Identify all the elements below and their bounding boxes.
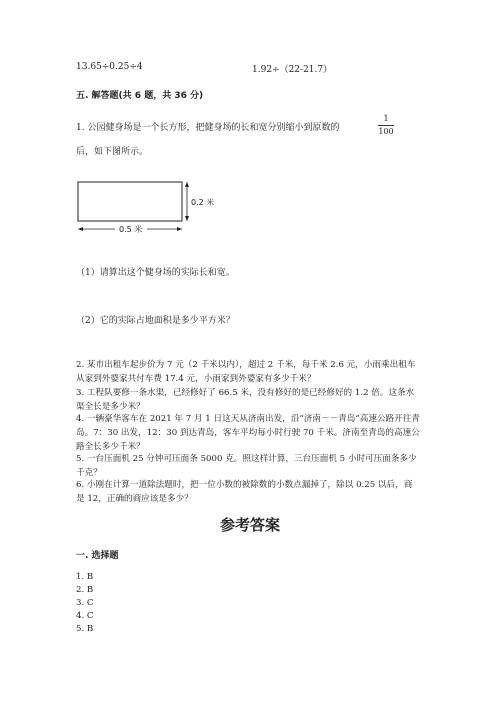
q1-text: 1. 公园健身场是一个长方形，把健身场的长和宽分别缩小到原数的 [76,123,340,133]
answer-item: 1. B [76,572,94,582]
fraction-denominator: 100 [378,127,394,136]
calc-expression-2: 1.92÷（22-21.7） [252,65,333,75]
field-rectangle [78,182,182,221]
answer-item: 4. C [76,611,94,621]
answer-key-title: 参考答案 [219,516,280,534]
question-6: 6. 小刚在计算一道除法题时，把一位小数的被除数的小数点漏掉了，除以 0.25 以后，商是 12，正确的商应该是多少？ [76,480,413,504]
answer-item: 2. B [76,585,94,595]
fraction-numerator: 1 [383,114,389,123]
question-3: 3. 工程队要修一条水渠，已经修好了 66.5 米，没有修好的是已经修好的 1.2 倍。这条水渠全长是多少米？ [76,388,415,412]
height-label: 0.2 米 [191,198,215,207]
q1-subquestion-1: （1）请算出这个健身场的实际长和宽。 [76,268,235,278]
fraction-bar [378,125,394,126]
question-4: 4. 一辆豪华客车在 2021 年 7 月 1 日这天从济南出发，沿“济南－－青岛”高速公路开往青岛。7：30 出发，12：30 到达青岛，客车平均每小时行驶 70 千米。济南至青岛的高速公路全长多少千米？ [76,414,420,452]
q1-fraction [378,114,394,137]
calc-expression-1: 13.65÷0.25÷4 [76,62,143,72]
question-2: 2. 某市出租车起步价为 7 元（2 千米以内），超过 2 千米，每千米 2.6 元，小雨乘出租车从家到外婆家共付车费 17.4 元，小雨家到外婆家有多少千米？ [76,360,416,384]
answer-item: 3. C [76,598,94,608]
width-label: 0.5 米 [119,225,143,234]
arrow-up-icon [185,182,189,187]
section-heading: 五. 解答题(共 6 题，共 36 分) [76,91,204,101]
arrow-right-icon [177,227,182,231]
q1-subquestion-2: （2）它的实际占地面积是多少平方米？ [76,316,235,326]
answer-item: 5. B [76,624,94,634]
rectangle-diagram [70,174,230,244]
question-5: 5. 一台压面机 25 分钟可压面条 5000 克。照这样计算，三台压面机 5 小时可压面条多少千克？ [76,454,417,478]
q1-text-continued: 后，如下图所示。 [76,147,149,157]
answer-section-heading: 一. 选择题 [76,551,119,561]
arrow-left-icon [78,227,83,231]
arrow-down-icon [185,216,189,221]
